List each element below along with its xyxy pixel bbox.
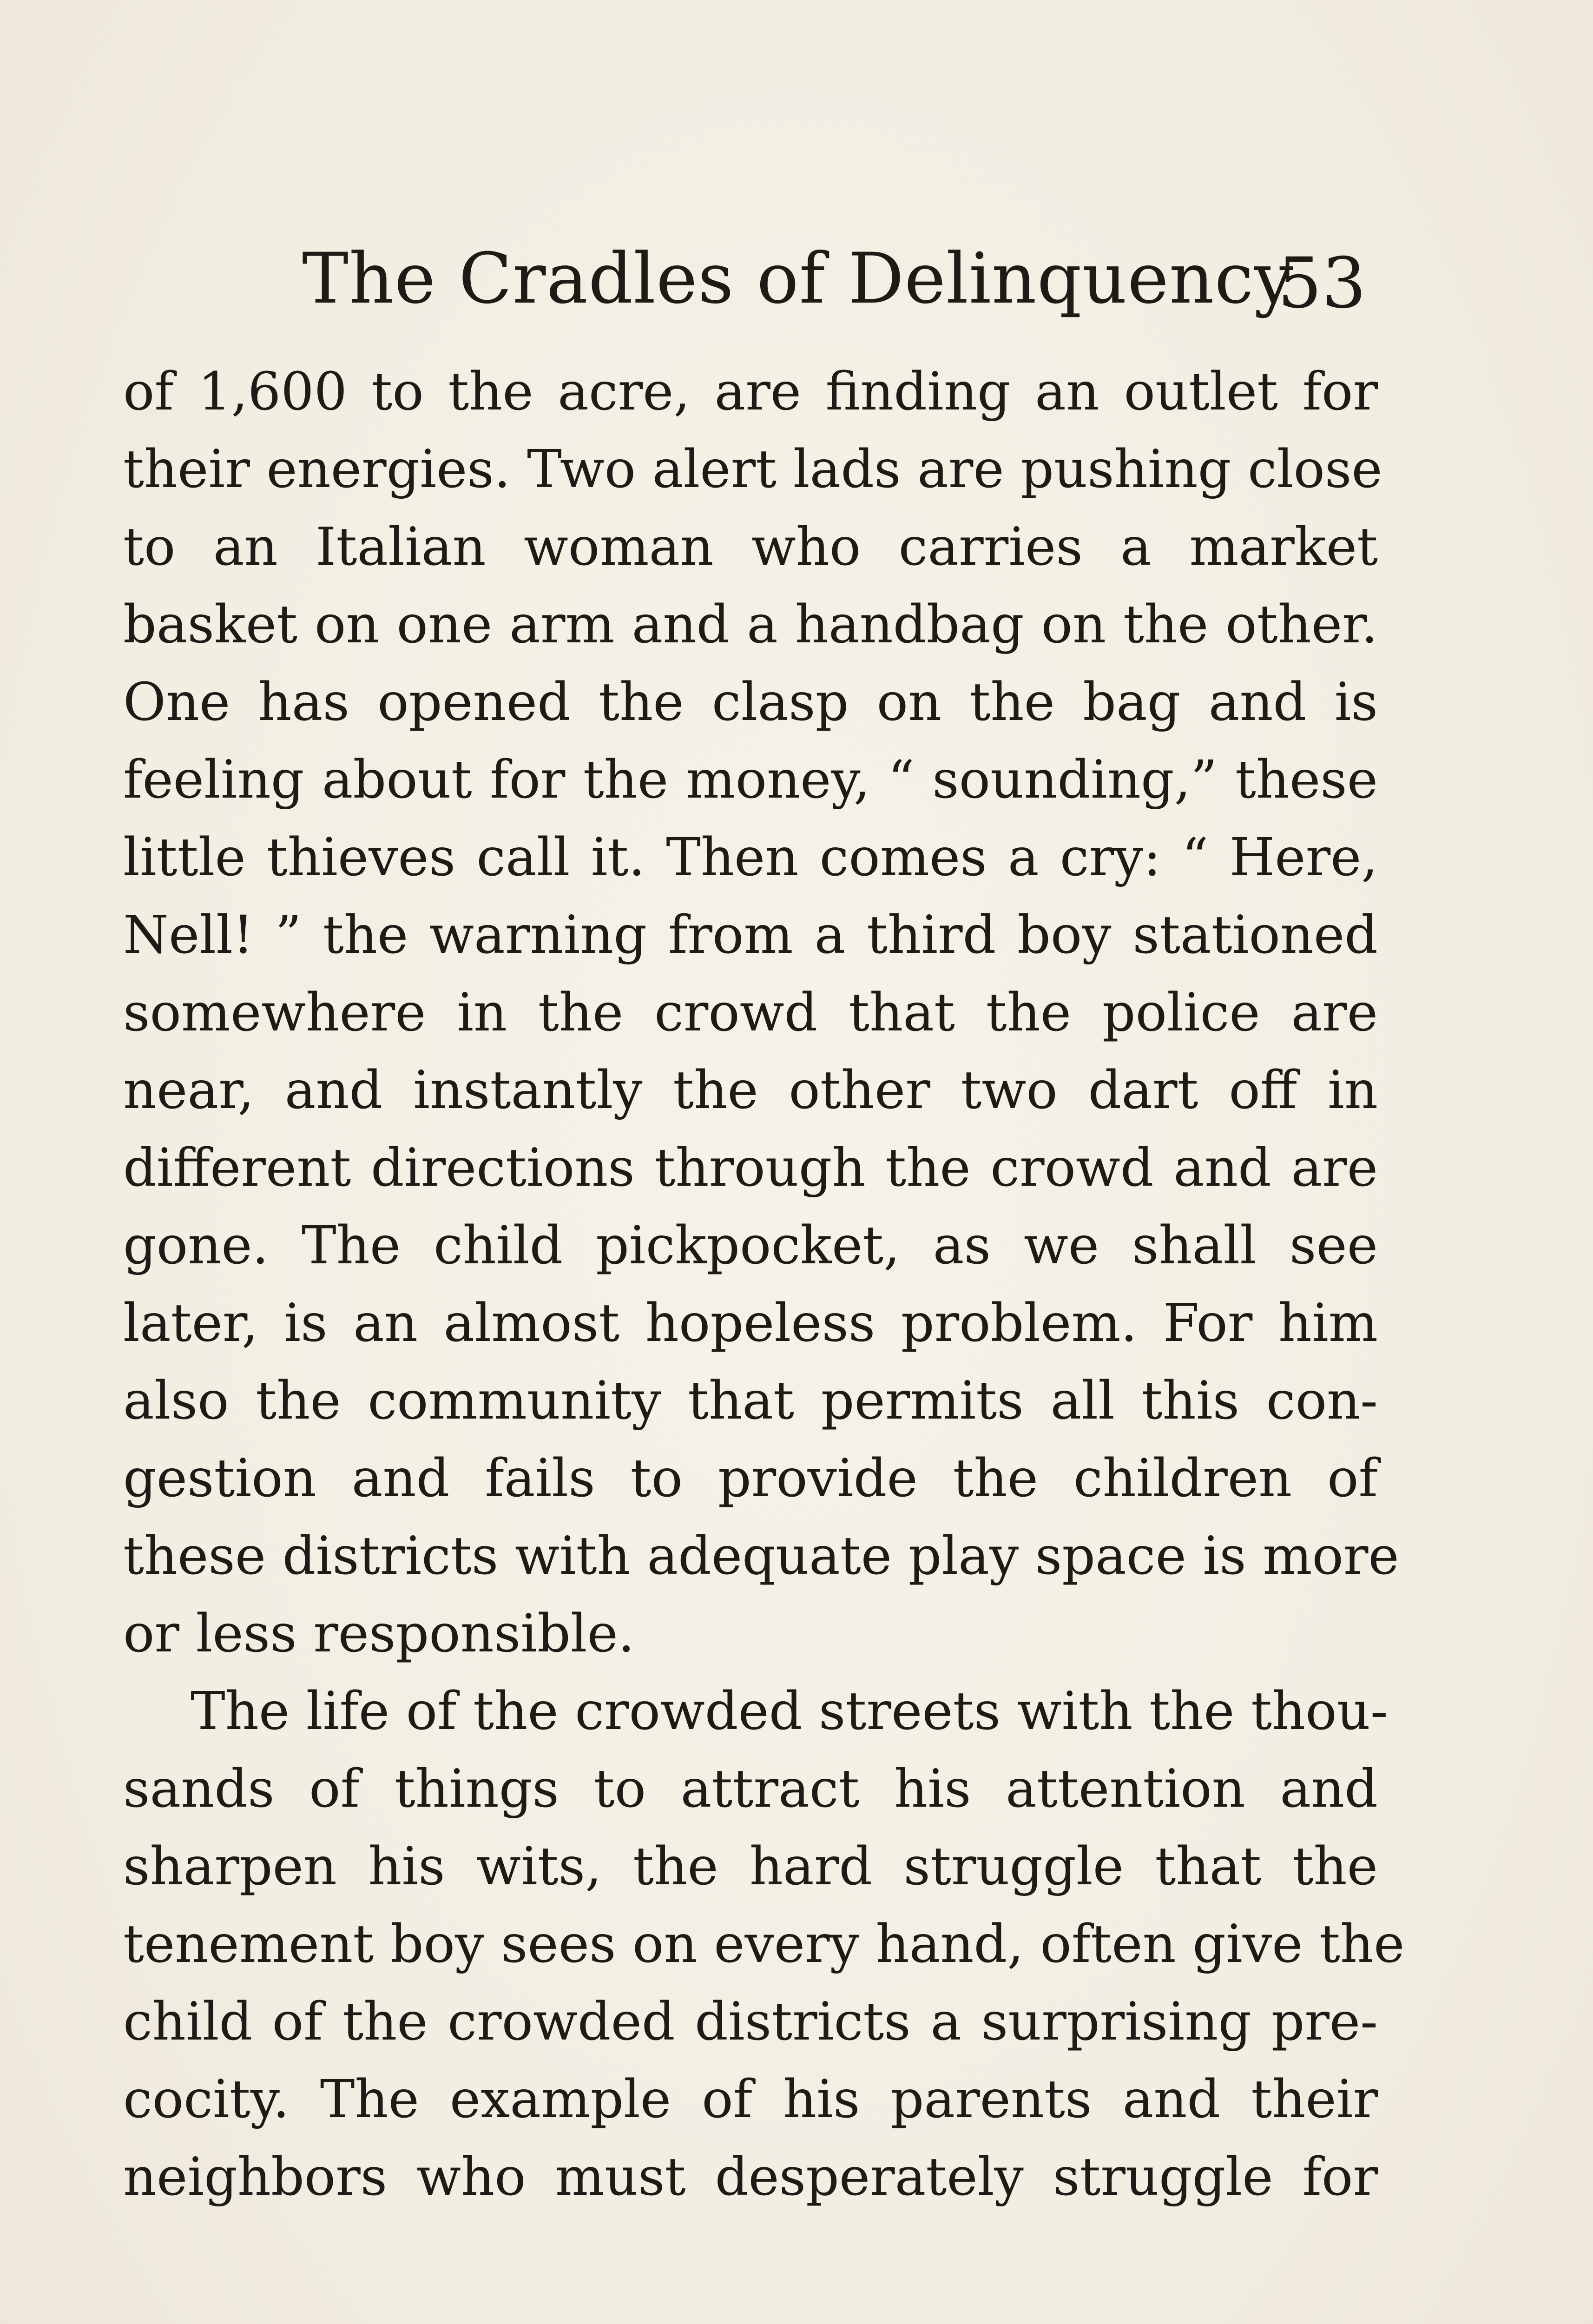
text-line: to an Italian woman who carries a market <box>123 517 1378 577</box>
text-line: their energies. Two alert lads are pushing close <box>123 439 1382 500</box>
text-line: cocity. The example of his parents and their <box>123 2069 1378 2130</box>
text-line: The life of the crowded streets with the thou- <box>191 1681 1388 1742</box>
text-line: near, and instantly the other two dart off in <box>123 1060 1378 1121</box>
text-line: different directions through the crowd and are <box>123 1138 1378 1198</box>
page-number: 53 <box>1277 243 1366 324</box>
running-head <box>302 232 1366 325</box>
text-line: sharpen his wits, the hard struggle that the <box>123 1836 1378 1897</box>
text-line: gone. The child pickpocket, as we shall see <box>123 1215 1378 1276</box>
text-line: child of the crowded districts a surprising pre- <box>123 1992 1378 2052</box>
text-line: sands of things to attract his attention and <box>123 1759 1378 1819</box>
text-line: basket on one arm and a handbag on the other. <box>123 594 1378 655</box>
text-line: later, is an almost hopeless problem. For him <box>123 1293 1378 1353</box>
text-line: these districts with adequate play space is more <box>123 1526 1399 1586</box>
text-line: somewhere in the crowd that the police are <box>123 983 1378 1043</box>
text-line: gestion and fails to provide the children of <box>123 1448 1378 1509</box>
text-line: One has opened the clasp on the bag and is <box>123 672 1378 733</box>
text-line: tenement boy sees on every hand, often give the <box>123 1914 1405 1974</box>
text-line: or less responsible. <box>123 1604 635 1664</box>
text-line: neighbors who must desperately struggle for <box>123 2147 1378 2207</box>
body-text <box>123 353 1405 2216</box>
text-line: little thieves call it. Then comes a cry: “ Here, <box>123 827 1378 888</box>
running-title: The Cradles of Delinquency <box>302 238 1294 319</box>
text-line: Nell! ” the warning from a third boy stationed <box>123 905 1378 965</box>
text-line: also the community that permits all this con- <box>123 1371 1378 1431</box>
text-line: of 1,600 to the acre, are finding an outlet for <box>123 362 1378 422</box>
text-line: feeling about for the money, “ sounding,” these <box>123 750 1378 810</box>
